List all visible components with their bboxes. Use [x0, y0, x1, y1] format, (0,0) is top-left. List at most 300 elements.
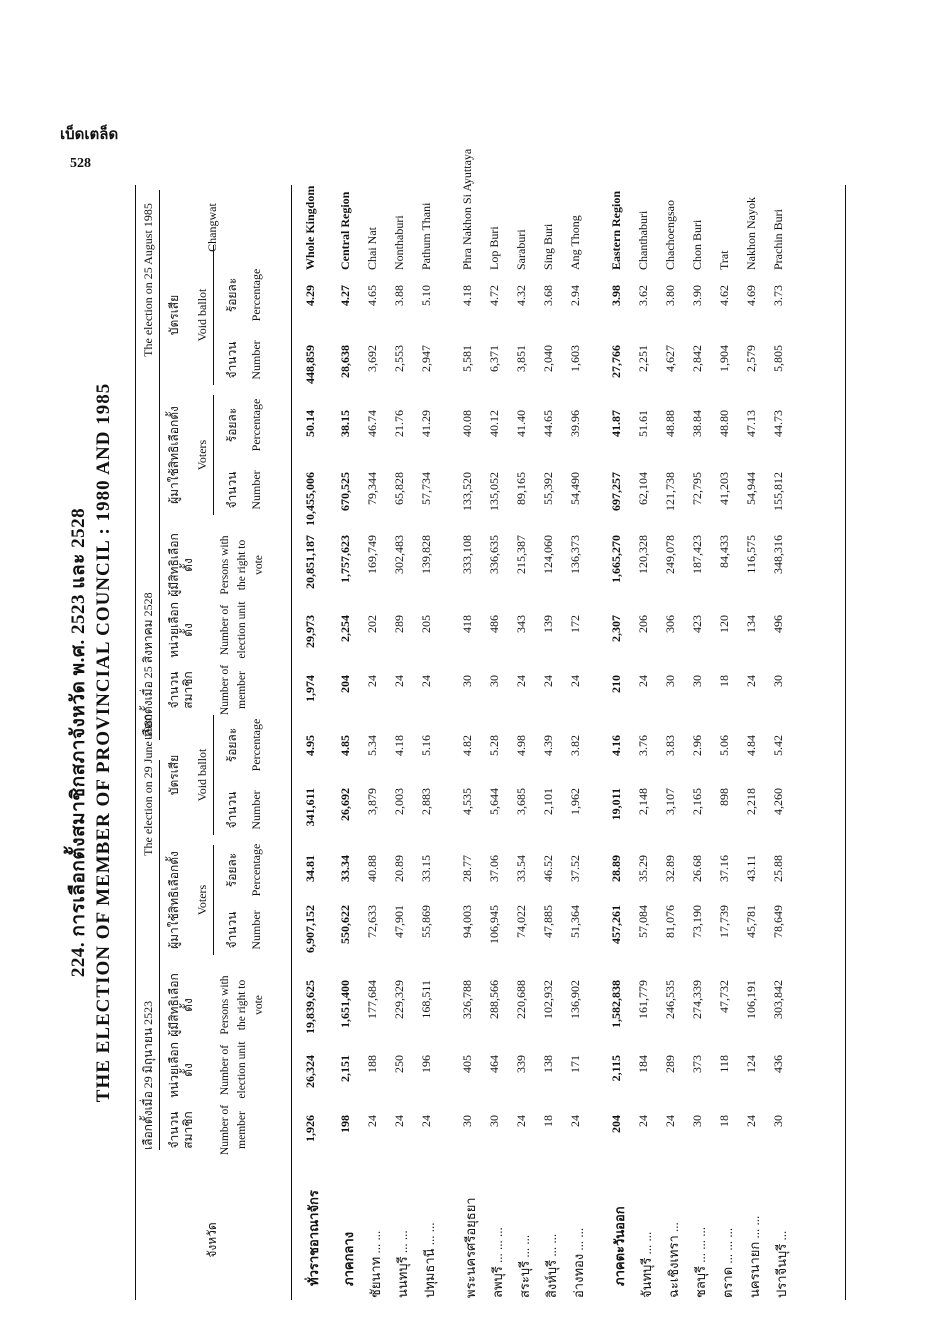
- rotated-table: [55, 148, 855, 1300]
- table-cell: 2,115: [609, 1055, 623, 1082]
- table-cell: 496: [771, 615, 785, 633]
- table-cell: 198: [338, 1115, 352, 1133]
- group-1985-english: The election on 25 August 1985: [141, 203, 155, 357]
- table-cell: 18: [717, 1115, 731, 1127]
- hdr-1985-members-th: จำนวนสมาชิก: [167, 671, 195, 709]
- table-cell: 47.13: [744, 410, 758, 437]
- table-cell: 27,766: [609, 345, 623, 378]
- table-cell: 3.80: [663, 285, 677, 306]
- table-cell: 136,902: [568, 980, 582, 1019]
- table-cell: 229,329: [392, 980, 406, 1019]
- table-cell: 84,433: [717, 535, 731, 568]
- table-cell: 24: [744, 675, 758, 687]
- table-cell: 54,490: [568, 472, 582, 505]
- table-cell: 55,392: [541, 472, 555, 505]
- table-cell: 133,520: [460, 472, 474, 511]
- table-cell: 32.89: [663, 855, 677, 882]
- table-cell: 124,060: [541, 535, 555, 574]
- table-cell: 41.87: [609, 410, 623, 437]
- table-cell: 274,339: [690, 980, 704, 1019]
- table-cell: 21.76: [392, 410, 406, 437]
- hdr-1985-voters-percent-th: ร้อยละ: [225, 407, 239, 443]
- table-cell: 898: [717, 788, 731, 806]
- table-cell: 302,483: [392, 535, 406, 574]
- table-cell: 40.88: [365, 855, 379, 882]
- table-cell: 333,108: [460, 535, 474, 574]
- table-cell: 57,734: [419, 472, 433, 505]
- table-cell: 3,107: [663, 788, 677, 815]
- table-cell: 24: [541, 675, 555, 687]
- table-cell: 57,084: [636, 905, 650, 938]
- table-cell: 40.08: [460, 410, 474, 437]
- table-cell: 1,926: [303, 1115, 317, 1142]
- section-header: เบ็ดเตล็ด: [60, 127, 119, 143]
- table-cell: 171: [568, 1055, 582, 1073]
- table-cell: 28.77: [460, 855, 474, 882]
- table-cell: 4,535: [460, 788, 474, 815]
- hdr-1980-voters-en: Voters: [195, 884, 209, 916]
- table-cell: 40.12: [487, 410, 501, 437]
- group-1985-thai: เลือกตั้งเมื่อ 25 สิงหาคม 2528: [141, 592, 155, 740]
- table-cell: 24: [663, 1115, 677, 1127]
- table-cell: 486: [487, 615, 501, 633]
- table-cell: 24: [392, 675, 406, 687]
- table-cell: 94,003: [460, 905, 474, 938]
- table-cell: 250: [392, 1055, 406, 1073]
- table-cell: 19,839,625: [303, 980, 317, 1034]
- table-top-rule: [135, 185, 136, 1300]
- hdr-1980-void-number-en: Number: [249, 790, 263, 830]
- table-cell: 3.68: [541, 285, 555, 306]
- table-cell: 206: [636, 615, 650, 633]
- hdr-1980-void-number-th: จำนวน: [225, 791, 239, 829]
- table-cell: 3.73: [771, 285, 785, 306]
- table-cell: 6,371: [487, 345, 501, 372]
- row-label-english: Eastern Region: [609, 191, 623, 270]
- hdr-1980-voters-percent-en: Percentage: [249, 843, 263, 897]
- hdr-1980-voters-number-th: จำนวน: [225, 911, 239, 949]
- table-cell: 3.98: [609, 285, 623, 306]
- group-1985-rule: [159, 190, 160, 740]
- table-cell: 2,251: [636, 345, 650, 372]
- table-cell: 24: [365, 1115, 379, 1127]
- table-cell: 72,795: [690, 472, 704, 505]
- table-cell: 204: [338, 675, 352, 693]
- table-cell: 1,651,400: [338, 980, 352, 1028]
- hdr-1985-right-th: ผู้มีสิทธิเลือกตั้ง: [167, 533, 195, 597]
- table-cell: 5.06: [717, 735, 731, 756]
- row-label-english: Chachoengsao: [663, 200, 677, 270]
- table-cell: 288,566: [487, 980, 501, 1019]
- row-label-english: Chanthaburi: [636, 210, 650, 270]
- table-cell: 2,842: [690, 345, 704, 372]
- table-cell: 4.27: [338, 285, 352, 306]
- table-cell: 37.06: [487, 855, 501, 882]
- hdr-1980-void-rule: [213, 715, 214, 835]
- table-cell: 1,603: [568, 345, 582, 372]
- row-label-english: Chai Nat: [365, 227, 379, 270]
- table-cell: 2.94: [568, 285, 582, 306]
- table-cell: 405: [460, 1055, 474, 1073]
- table-cell: 697,257: [609, 472, 623, 511]
- table-cell: 303,842: [771, 980, 785, 1019]
- table-cell: 121,738: [663, 472, 677, 511]
- table-cell: 44.73: [771, 410, 785, 437]
- table-cell: 4.69: [744, 285, 758, 306]
- table-cell: 2,254: [338, 615, 352, 642]
- table-cell: 39.96: [568, 410, 582, 437]
- table-cell: 246,535: [663, 980, 677, 1019]
- table-cell: 464: [487, 1055, 501, 1073]
- table-cell: 5.42: [771, 735, 785, 756]
- table-cell: 4.62: [717, 285, 731, 306]
- table-cell: 2,101: [541, 788, 555, 815]
- table-cell: 136,373: [568, 535, 582, 574]
- table-cell: 202: [365, 615, 379, 633]
- table-cell: 3.83: [663, 735, 677, 756]
- table-cell: 348,316: [771, 535, 785, 574]
- table-cell: 5.28: [487, 735, 501, 756]
- table-cell: 3,685: [514, 788, 528, 815]
- row-label-english: Nakhon Nayok: [744, 197, 758, 270]
- table-cell: 50.14: [303, 410, 317, 437]
- row-label-thai: ชลบุรี ... ... ...: [693, 1226, 708, 1298]
- table-cell: 38.84: [690, 410, 704, 437]
- table-cell: 24: [514, 1115, 528, 1127]
- table-cell: 81,076: [663, 905, 677, 938]
- row-label-thai: พระนครศรีอยุธยา: [463, 1197, 478, 1298]
- hdr-1980-voters-rule: [213, 845, 214, 955]
- table-cell: 3.62: [636, 285, 650, 306]
- row-label-thai: ลพบุรี ... ... ...: [490, 1227, 505, 1298]
- table-cell: 62,104: [636, 472, 650, 505]
- hdr-1980-units-th: หน่วยเลือกตั้ง: [167, 1042, 195, 1098]
- hdr-1985-voters-percent-en: Percentage: [249, 398, 263, 452]
- table-cell: 5,805: [771, 345, 785, 372]
- table-cell: 20,851,187: [303, 535, 317, 589]
- hdr-1985-units-th: หน่วยเลือกตั้ง: [167, 602, 195, 658]
- table-cell: 24: [514, 675, 528, 687]
- row-label-thai: ชัยนาท ... ...: [368, 1230, 383, 1298]
- table-cell: 73,190: [690, 905, 704, 938]
- table-cell: 2,003: [392, 788, 406, 815]
- table-cell: 289: [663, 1055, 677, 1073]
- table-cell: 34.81: [303, 855, 317, 882]
- table-cell: 26,692: [338, 788, 352, 821]
- group-1980-english: The election on 29 June 1980: [141, 714, 155, 856]
- table-cell: 205: [419, 615, 433, 633]
- table-cell: 30: [460, 675, 474, 687]
- table-cell: 116,575: [744, 535, 758, 574]
- table-cell: 89,165: [514, 472, 528, 505]
- table-cell: 187,423: [690, 535, 704, 574]
- row-label-english: Trat: [717, 250, 731, 270]
- table-cell: 37.52: [568, 855, 582, 882]
- table-cell: 306: [663, 615, 677, 633]
- hdr-1985-voters-en: Voters: [195, 439, 209, 471]
- table-cell: 6,907,152: [303, 905, 317, 953]
- table-cell: 26,324: [303, 1055, 317, 1088]
- table-cell: 33.34: [338, 855, 352, 882]
- table-cell: 30: [771, 1115, 785, 1127]
- table-cell: 215,387: [514, 535, 528, 574]
- table-cell: 196: [419, 1055, 433, 1073]
- table-cell: 30: [690, 1115, 704, 1127]
- page-number: 528: [70, 156, 91, 171]
- table-cell: 4.85: [338, 735, 352, 756]
- table-cell: 20.89: [392, 855, 406, 882]
- table-cell: 51.61: [636, 410, 650, 437]
- row-label-thai: ปทุมธานี ... ...: [422, 1222, 437, 1298]
- table-cell: 79,344: [365, 472, 379, 505]
- table-cell: 1,974: [303, 675, 317, 702]
- table-cell: 45,781: [744, 905, 758, 938]
- table-cell: 4.18: [392, 735, 406, 756]
- table-cell: 3,879: [365, 788, 379, 815]
- table-cell: 47,885: [541, 905, 555, 938]
- table-cell: 134: [744, 615, 758, 633]
- row-label-thai: ฉะเชิงเทรา ...: [666, 1222, 681, 1298]
- table-cell: 2,040: [541, 345, 555, 372]
- table-cell: 118: [717, 1055, 731, 1073]
- table-cell: 4.39: [541, 735, 555, 756]
- table-cell: 30: [487, 1115, 501, 1127]
- table-cell: 120,328: [636, 535, 650, 574]
- table-cell: 423: [690, 615, 704, 633]
- table-cell: 4.72: [487, 285, 501, 306]
- table-cell: 35.29: [636, 855, 650, 882]
- table-cell: 5,581: [460, 345, 474, 372]
- table-cell: 38.15: [338, 410, 352, 437]
- table-cell: 339: [514, 1055, 528, 1073]
- row-label-thai: ภาคตะวันออก: [612, 1206, 627, 1286]
- row-label-english: Saraburi: [514, 229, 528, 270]
- table-cell: 37.16: [717, 855, 731, 882]
- table-cell: 30: [460, 1115, 474, 1127]
- table-cell: 448,859: [303, 345, 317, 384]
- row-label-thai: สิงห์บุรี ... ...: [544, 1233, 559, 1298]
- table-cell: 48.80: [717, 410, 731, 437]
- table-cell: 4.32: [514, 285, 528, 306]
- hdr-1980-voters-th: ผู้มาใช้สิทธิเลือกตั้ง: [167, 851, 181, 949]
- table-cell: 43.11: [744, 855, 758, 882]
- hdr-1985-void-th: บัตรเสีย: [167, 294, 181, 336]
- table-title-english: THE ELECTION OF MEMBER OF PROVINCIAL COUNCIL : 1980 AND 1985: [93, 382, 114, 1103]
- table-cell: 2,218: [744, 788, 758, 815]
- table-cell: 172: [568, 615, 582, 633]
- table-cell: 18: [717, 675, 731, 687]
- row-label-english: Lop Buri: [487, 226, 501, 270]
- table-cell: 2,148: [636, 788, 650, 815]
- table-cell: 33.15: [419, 855, 433, 882]
- table-cell: 120: [717, 615, 731, 633]
- table-cell: 169,749: [365, 535, 379, 574]
- row-label-english: Whole Kingdom: [303, 185, 317, 270]
- hdr-1985-void-en: Void ballot: [195, 288, 209, 342]
- table-cell: 168,511: [419, 980, 433, 1019]
- table-cell: 2.96: [690, 735, 704, 756]
- table-cell: 3.82: [568, 735, 582, 756]
- table-cell: 46.74: [365, 410, 379, 437]
- table-cell: 2,883: [419, 788, 433, 815]
- hdr-1985-voters-th: ผู้มาใช้สิทธิเลือกตั้ง: [167, 406, 181, 504]
- table-cell: 17,739: [717, 905, 731, 938]
- table-cell: 24: [419, 675, 433, 687]
- table-cell: 24: [568, 1115, 582, 1127]
- group-1980-rule: [159, 760, 160, 1150]
- table-cell: 41,203: [717, 472, 731, 505]
- table-cell: 5.34: [365, 735, 379, 756]
- hdr-1985-members-en: Number of member: [219, 664, 248, 716]
- table-cell: 106,945: [487, 905, 501, 944]
- row-label-english: Pathum Thani: [419, 202, 433, 270]
- hdr-1980-voters-number-en: Number: [249, 910, 263, 950]
- table-cell: 1,904: [717, 345, 731, 372]
- table-cell: 457,261: [609, 905, 623, 944]
- table-cell: 51,364: [568, 905, 582, 938]
- table-cell: 326,788: [460, 980, 474, 1019]
- table-cell: 138: [541, 1055, 555, 1073]
- row-label-thai: ตราด ... ... ...: [720, 1227, 735, 1298]
- table-cell: 47,732: [717, 980, 731, 1013]
- table-cell: 24: [568, 675, 582, 687]
- table-cell: 65,828: [392, 472, 406, 505]
- table-title-thai: 224. การเลือกตั้งสมาชิกสภาจังหวัด พ.ศ. 2523 และ 2528: [68, 507, 89, 978]
- table-cell: 41.40: [514, 410, 528, 437]
- table-cell: 4.18: [460, 285, 474, 306]
- table-cell: 2,307: [609, 615, 623, 642]
- table-cell: 3.88: [392, 285, 406, 306]
- hdr-1985-voters-number-th: จำนวน: [225, 471, 239, 509]
- table-cell: 47,901: [392, 905, 406, 938]
- hdr-1980-void-th: บัตรเสีย: [167, 754, 181, 796]
- table-cell: 74,022: [514, 905, 528, 938]
- table-cell: 5,644: [487, 788, 501, 815]
- table-cell: 418: [460, 615, 474, 633]
- table-cell: 4.95: [303, 735, 317, 756]
- table-bottom-rule: [845, 185, 846, 1300]
- table-cell: 436: [771, 1055, 785, 1073]
- row-label-english: Ang Thong: [568, 215, 582, 270]
- table-cell: 78,649: [771, 905, 785, 938]
- hdr-1985-void-number-th: จำนวน: [225, 341, 239, 379]
- row-label-thai: นนทบุรี ... ...: [395, 1230, 410, 1298]
- row-label-english: Prachin Buri: [771, 209, 785, 270]
- table-cell: 3,692: [365, 345, 379, 372]
- table-cell: 188: [365, 1055, 379, 1073]
- table-cell: 18: [541, 1115, 555, 1127]
- row-label-thai: ภาคกลาง: [341, 1231, 356, 1286]
- header-bottom-rule: [291, 185, 292, 1300]
- hdr-changwat-thai: จังหวัด: [205, 1222, 219, 1258]
- table-cell: 670,525: [338, 472, 352, 511]
- table-cell: 4.98: [514, 735, 528, 756]
- table-cell: 33.54: [514, 855, 528, 882]
- table-cell: 184: [636, 1055, 650, 1073]
- table-cell: 24: [744, 1115, 758, 1127]
- table-cell: 30: [771, 675, 785, 687]
- hdr-1985-void-percent-th: ร้อยละ: [225, 277, 239, 313]
- table-cell: 2,579: [744, 345, 758, 372]
- table-cell: 204: [609, 1115, 623, 1133]
- group-1980-thai: เลือกตั้งเมื่อ 29 มิถุนายน 2523: [141, 1000, 155, 1150]
- table-cell: 161,779: [636, 980, 650, 1019]
- table-cell: 4.84: [744, 735, 758, 756]
- table-cell: 24: [636, 675, 650, 687]
- table-cell: 29,973: [303, 615, 317, 648]
- table-cell: 4.29: [303, 285, 317, 306]
- hdr-1985-void-percent-en: Percentage: [249, 268, 263, 322]
- table-cell: 24: [365, 675, 379, 687]
- hdr-1985-voters-rule: [213, 395, 214, 515]
- row-label-thai: นครนายก ... ...: [747, 1215, 762, 1298]
- table-cell: 2,553: [392, 345, 406, 372]
- row-label-english: Sing Buri: [541, 223, 555, 270]
- table-cell: 124: [744, 1055, 758, 1073]
- table-cell: 102,932: [541, 980, 555, 1019]
- table-cell: 28.89: [609, 855, 623, 882]
- table-cell: 343: [514, 615, 528, 633]
- table-cell: 373: [690, 1055, 704, 1073]
- row-label-thai: ปราจีนบุรี ...: [774, 1230, 789, 1298]
- table-cell: 24: [392, 1115, 406, 1127]
- table-cell: 106,191: [744, 980, 758, 1019]
- row-label-thai: ทั่วราชอาณาจักร: [306, 1190, 321, 1286]
- table-cell: 44.65: [541, 410, 555, 437]
- table-cell: 25.88: [771, 855, 785, 882]
- hdr-1985-units-en: Number of election unit: [219, 601, 248, 659]
- row-label-english: Phra Nakhon Si Ayuttaya: [460, 148, 474, 270]
- table-cell: 28,638: [338, 345, 352, 378]
- row-label-english: Nonthaburi: [392, 215, 406, 270]
- table-cell: 19,011: [609, 788, 623, 821]
- table-cell: 139,828: [419, 535, 433, 574]
- table-cell: 1,665,270: [609, 535, 623, 583]
- table-cell: 30: [690, 675, 704, 687]
- table-cell: 24: [636, 1115, 650, 1127]
- hdr-changwat-english: Changwat: [205, 203, 219, 252]
- hdr-1980-members-en: Number of member: [219, 1104, 248, 1156]
- hdr-1980-void-percent-en: Percentage: [249, 718, 263, 772]
- table-cell: 4,627: [663, 345, 677, 372]
- table-cell: 46.52: [541, 855, 555, 882]
- table-cell: 289: [392, 615, 406, 633]
- table-cell: 2,165: [690, 788, 704, 815]
- table-cell: 48.88: [663, 410, 677, 437]
- row-label-english: Chon Buri: [690, 219, 704, 270]
- table-cell: 5.10: [419, 285, 433, 306]
- hdr-1985-voters-number-en: Number: [249, 470, 263, 510]
- table-cell: 30: [487, 675, 501, 687]
- table-cell: 336,635: [487, 535, 501, 574]
- table-cell: 3,851: [514, 345, 528, 372]
- hdr-1980-right-en: Persons with the right to vote: [219, 975, 265, 1035]
- table-cell: 139: [541, 615, 555, 633]
- table-cell: 5.16: [419, 735, 433, 756]
- table-cell: 1,582,838: [609, 980, 623, 1028]
- hdr-1980-void-percent-th: ร้อยละ: [225, 727, 239, 763]
- hdr-1980-members-th: จำนวนสมาชิก: [167, 1111, 195, 1149]
- table-cell: 1,757,623: [338, 535, 352, 583]
- table-cell: 550,622: [338, 905, 352, 944]
- table-cell: 341,611: [303, 788, 317, 827]
- hdr-1985-void-number-en: Number: [249, 340, 263, 380]
- table-cell: 54,944: [744, 472, 758, 505]
- table-cell: 135,052: [487, 472, 501, 511]
- table-cell: 2,947: [419, 345, 433, 372]
- hdr-1980-voters-percent-th: ร้อยละ: [225, 852, 239, 888]
- table-cell: 4.16: [609, 735, 623, 756]
